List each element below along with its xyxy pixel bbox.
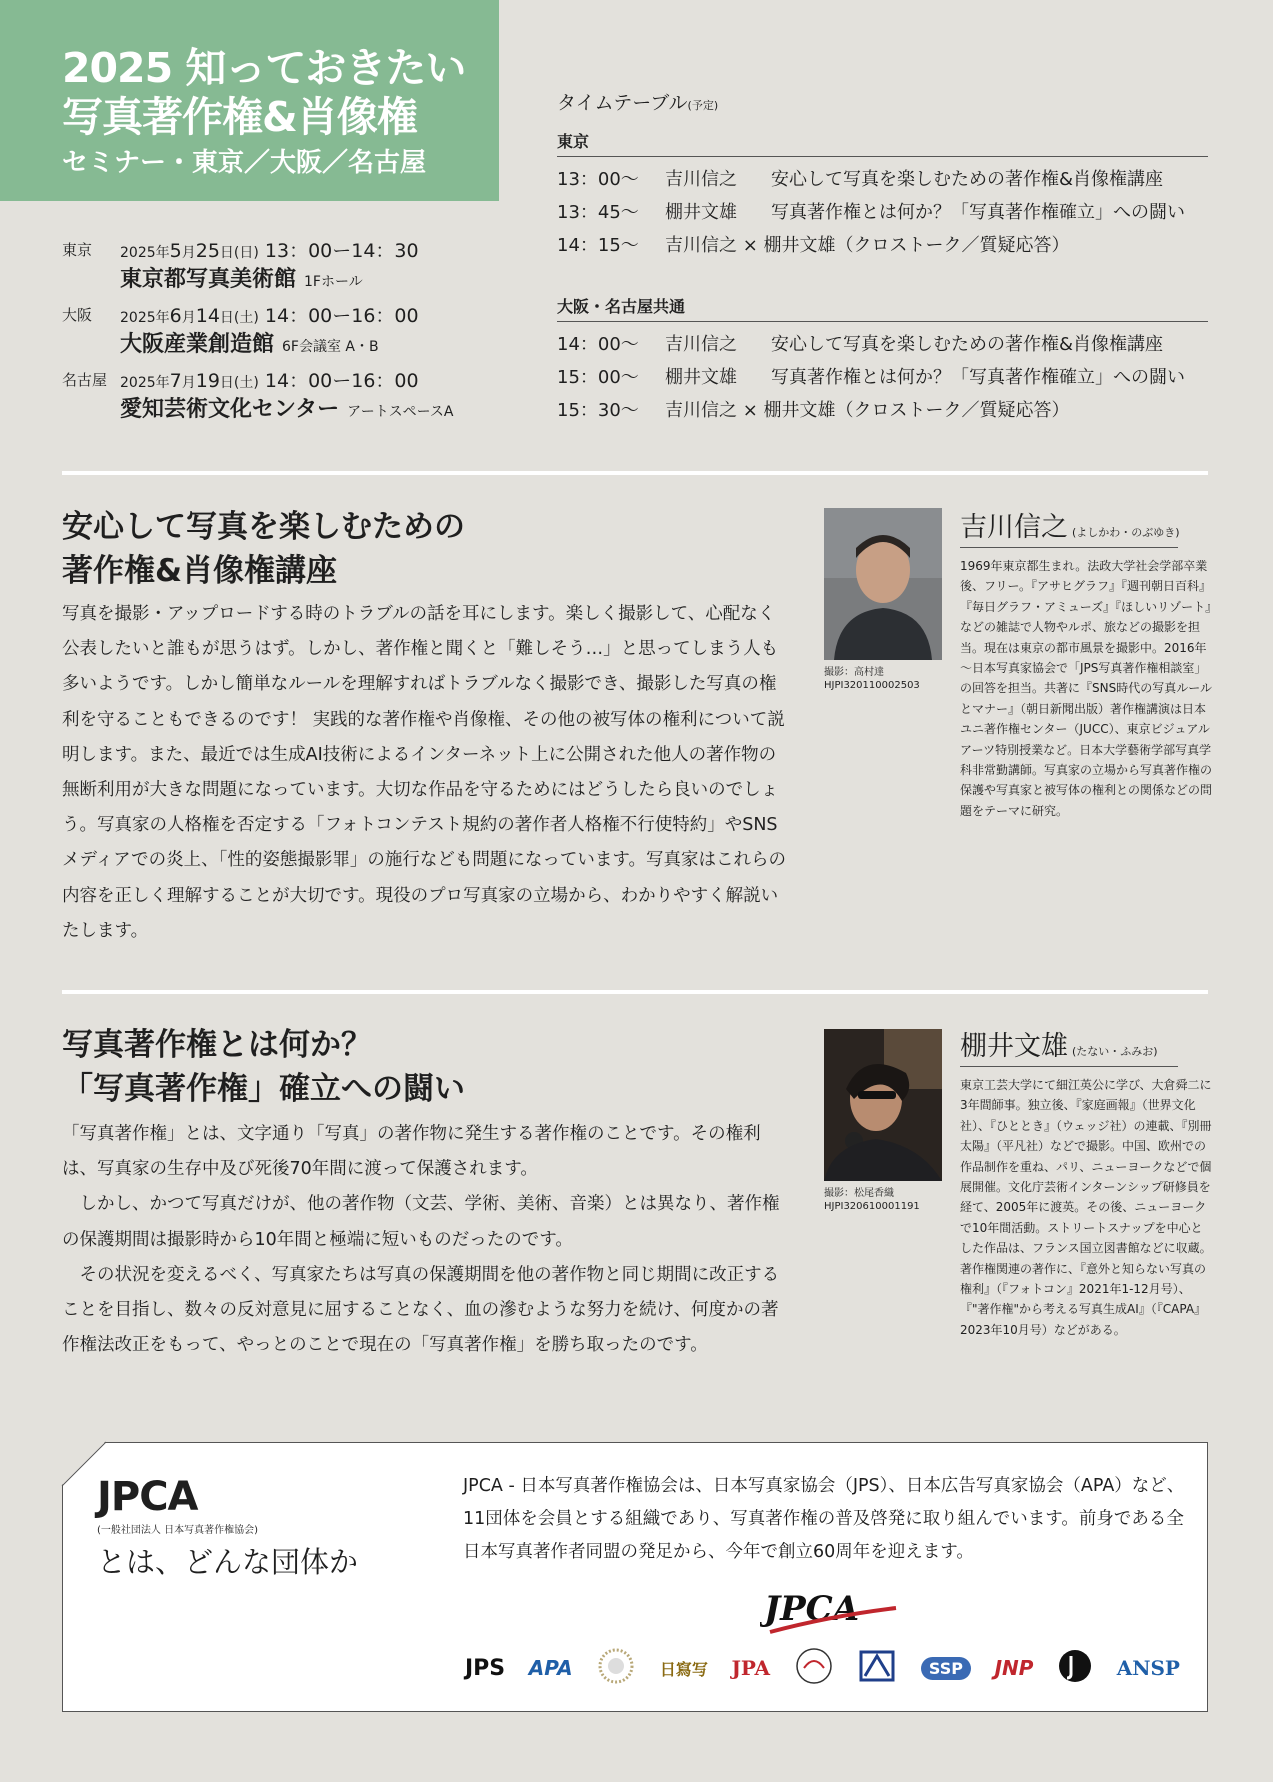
date-year: 2025年	[120, 245, 170, 261]
venue-name: 東京都写真美術館	[120, 267, 297, 292]
schedule-venue	[120, 262, 363, 293]
bio-text: 1969年東京都生まれ。法政大学社会学部卒業後、フリー。『アサヒグラフ』『週刊朝日百科』『毎日グラフ・アミューズ』『ほしいリゾート』などの雑誌で人物やルポ、旅などの撮影を担当。現在は東京の都市風景を撮影中。2016年～日本写真家協会で「JPS写真著作権相談室」の回答を担当。共著に『SNS時代の写真ルールとマナー』（朝日新聞出版）著作権講演は日本ユニ著作権センター（JUCC）、東京ビジュアルアーツ特別授業など。日本大学藝術学部写真学科非常勤講師。写真家の立場から写真著作権の保護や写真家と被写体の権利との関係などの問題をテーマに研究。	[960, 559, 1213, 818]
photo-credit-line1: 撮影：松尾香織	[824, 1188, 894, 1199]
section1-title-line2: 著作権&肖像権講座	[62, 553, 338, 589]
schedule-row-osaka	[62, 301, 502, 366]
bio-yoshikawa	[960, 505, 1214, 821]
timetable-note: (予定)	[687, 99, 719, 112]
date-month: 5	[169, 240, 182, 262]
portrait-image	[824, 508, 942, 660]
timetable	[557, 88, 1207, 421]
member-logo-jnp: JNP	[994, 1656, 1034, 1680]
jpca-org-name: (一般社団法人 日本写真著作権協会)	[97, 1525, 258, 1536]
date-time: 13：00ー14：30	[264, 240, 419, 262]
date-weekday: 日(日)	[219, 245, 259, 261]
svg-text:JPCA: JPCA	[764, 1589, 860, 1629]
date-month-unit: 月	[181, 375, 196, 391]
jpca-name: JPCA	[97, 1474, 198, 1520]
event-schedule	[62, 236, 502, 431]
member-logo-circle	[794, 1646, 834, 1691]
venue-name: 愛知芸術文化センター	[120, 397, 340, 422]
member-logo-apa: APA	[528, 1656, 573, 1680]
member-logos	[465, 1648, 1180, 1688]
member-logo-jpa: JPA	[731, 1656, 771, 1680]
schedule-venue	[120, 327, 379, 358]
member-logo-black-circle	[1057, 1648, 1093, 1689]
timetable-time: 15：30～	[557, 400, 639, 421]
member-logo-emblem	[596, 1646, 636, 1691]
schedule-city: 東京	[62, 241, 93, 259]
timetable-speaker: 棚井文雄	[665, 367, 737, 388]
timetable-title-text: タイムテーブル	[557, 92, 688, 114]
date-day: 19	[195, 370, 220, 392]
timetable-section-tokyo: 東京	[557, 129, 1208, 157]
photo-credit	[824, 666, 920, 692]
timetable-row	[557, 157, 1207, 190]
timetable-time: 13：00～	[557, 169, 639, 190]
jpca-logo-mark	[760, 1580, 900, 1640]
timetable-row	[557, 355, 1207, 388]
title-text-1: 知っておきたい	[185, 44, 466, 92]
timetable-row	[557, 322, 1207, 355]
section1-title-line1: 安心して写真を楽しむための	[62, 509, 465, 545]
circle-logo-icon	[794, 1646, 834, 1686]
schedule-date	[120, 236, 419, 263]
schedule-date	[120, 301, 419, 328]
timetable-time: 13：45～	[557, 202, 639, 223]
member-logo-jps: JPS	[465, 1655, 506, 1681]
timetable-time: 15：00～	[557, 367, 639, 388]
jpca-question: とは、どんな団体か	[97, 1545, 359, 1579]
schedule-city: 大阪	[62, 306, 93, 324]
date-year: 2025年	[120, 310, 170, 326]
photo-credit	[824, 1187, 920, 1213]
bio-tanai	[960, 1024, 1214, 1340]
section2-paragraph-2: しかし、かつて写真だけが、他の著作物（文芸、学術、美術、音楽）とは異なり、著作権の保護期間は撮影時から10年間と極端に短いものだったのです。	[62, 1194, 780, 1250]
schedule-city: 名古屋	[62, 371, 108, 389]
timetable-row	[557, 190, 1207, 223]
timetable-row	[557, 388, 1207, 421]
timetable-topic: 安心して写真を楽しむための著作権&肖像権講座	[771, 169, 1164, 190]
bio-text: 東京工芸大学にて細江英公に学び、大倉舜二に3年間師事。独立後、『家庭画報』（世界文化社）、『ひととき』（ウェッジ社）の連載、『別冊太陽』（平凡社）などで撮影。中国、欧州での作品制作を重ね、パリ、ニューヨークなどで個展開催。文化庁芸術インターンシップ研修員を経て、2005年に渡英。その後、ニューヨークで10年間活動。ストリートスナップを中心とした作品は、フランス国立図書館などに収蔵。著作権関連の著作に、『意外と知らない写真の権利』（『フォトコン』2021年1-12月号）、『"著作権"から考える写真生成AI』（『CAPA』2023年10月号）などがある。	[960, 1078, 1212, 1337]
venue-room: 6F会議室 A・B	[282, 339, 379, 355]
date-day: 25	[195, 240, 220, 262]
ajps-logo-icon	[857, 1646, 897, 1686]
title-year: 2025	[62, 44, 173, 92]
bio-name-kana: (よしかわ・のぶゆき)	[1072, 526, 1180, 539]
timetable-topic: 写真著作権とは何か？「写真著作権確立」への闘い	[771, 367, 1185, 388]
title-banner	[0, 0, 499, 201]
date-time: 14：00ー16：00	[264, 370, 419, 392]
schedule-venue	[120, 392, 453, 423]
section1-title	[62, 505, 465, 593]
date-time: 14：00ー16：00	[264, 305, 419, 327]
speaker-photo-yoshikawa	[824, 508, 942, 660]
member-logo-ajps	[857, 1646, 897, 1691]
jpca-logo	[760, 1580, 900, 1644]
bio-name	[960, 505, 1178, 548]
member-logo-ssp: SSP	[921, 1657, 971, 1680]
timetable-speaker: 吉川信之 × 棚井文雄（クロストーク／質疑応答）	[665, 400, 1070, 421]
timetable-row	[557, 223, 1207, 256]
bio-name-kana: (たない・ふみお)	[1072, 1045, 1158, 1058]
member-logo-nissha: 日寫写	[659, 1659, 708, 1679]
venue-name: 大阪産業創造館	[120, 332, 275, 357]
section2-title-line2: 「写真著作権」確立への闘い	[62, 1071, 465, 1107]
timetable-speaker: 吉川信之 × 棚井文雄（クロストーク／質疑応答）	[665, 235, 1070, 256]
timetable-section-osaka-nagoya: 大阪・名古屋共通	[557, 294, 1208, 322]
date-day: 14	[195, 305, 220, 327]
timetable-topic: 安心して写真を楽しむための著作権&肖像権講座	[771, 334, 1164, 355]
date-month: 7	[169, 370, 182, 392]
venue-room: アートスペースA	[347, 404, 454, 420]
emblem-icon	[596, 1646, 636, 1686]
section2-paragraph-3: その状況を変えるべく、写真家たちは写真の保護期間を他の著作物と同じ期間に改正することを目指し、数々の反対意見に屈することなく、血の滲むような努力を続け、何度かの著作権法改正をもって、やっとのことで現在の「写真著作権」を勝ち取ったのです。	[62, 1264, 780, 1356]
member-logo-ansp: ANSP	[1116, 1656, 1180, 1680]
timetable-speaker: 棚井文雄	[665, 202, 737, 223]
date-year: 2025年	[120, 375, 170, 391]
date-month-unit: 月	[181, 310, 196, 326]
schedule-row-tokyo	[62, 236, 502, 301]
timetable-time: 14：15～	[557, 235, 639, 256]
timetable-topic: 写真著作権とは何か？「写真著作権確立」への闘い	[771, 202, 1185, 223]
title-line-3: セミナー・東京／大阪／名古屋	[62, 148, 427, 178]
date-month-unit: 月	[181, 245, 196, 261]
section2-title	[62, 1023, 465, 1111]
schedule-row-nagoya	[62, 366, 502, 431]
timetable-title	[557, 88, 1207, 115]
section2-title-line1: 写真著作権とは何か？	[62, 1027, 372, 1063]
black-circle-logo-icon	[1057, 1648, 1093, 1684]
bio-name	[960, 1024, 1178, 1067]
photo-credit-line2: HJPI320110002503	[824, 680, 920, 691]
schedule-date	[120, 366, 419, 393]
timetable-time: 14：00～	[557, 334, 639, 355]
title-line-1	[62, 44, 499, 92]
title-line-2: 写真著作権&肖像権	[62, 93, 417, 141]
section1-paragraph: 写真を撮影・アップロードする時のトラブルの話を耳にします。楽しく撮影して、心配なく公表したいと誰もが思うはず。しかし、著作権と聞くと「難しそう…」と思ってしまう人も多いようです。しかし簡単なルールを理解すればトラブルなく撮影でき、撮影した写真の権利を守ることもできるのです！ 実践的な著作権や肖像権、その他の被写体の権利について説明します。また、最近では生成AI技術によるインターネット上に公開された他人の著作物の無断利用が大きな問題になっています。大切な作品を守るためにはどうしたら良いのでしょう。写真家の人格権を否定する「フォトコンテスト規約の著作者人格権不行使特約」やSNSメディアでの炎上、「性的姿態撮影罪」の施行なども問題になっています。写真家はこれらの内容を正しく理解することが大切です。現役のプロ写真家の立場から、わかりやすく解説いたします。	[62, 604, 786, 941]
date-weekday: 日(土)	[219, 375, 259, 391]
portrait-image	[824, 1029, 942, 1181]
section1-body	[62, 597, 786, 949]
bio-name-text: 吉川信之	[960, 512, 1068, 543]
section2-body	[62, 1117, 792, 1363]
speaker-photo-tanai	[824, 1029, 942, 1181]
photo-credit-line1: 撮影：高村達	[824, 667, 884, 678]
section-divider	[62, 990, 1208, 994]
date-weekday: 日(土)	[219, 310, 259, 326]
timetable-speaker: 吉川信之	[665, 169, 737, 190]
venue-room: 1Fホール	[304, 274, 363, 290]
section-divider	[62, 471, 1208, 475]
photo-credit-line2: HJPI320610001191	[824, 1201, 920, 1212]
date-month: 6	[169, 305, 182, 327]
section2-paragraph-1: 「写真著作権」とは、文字通り「写真」の著作物に発生する著作権のことです。その権利は、写真家の生存中及び死後70年間に渡って保護されます。	[62, 1124, 761, 1180]
jpca-description: JPCA - 日本写真著作権協会は、日本写真家協会（JPS）、日本広告写真家協会（APA）など、11団体を会員とする組織であり、写真著作権の普及啓発に取り組んでいます。前身である全日本写真著作者同盟の発足から、今年で創立60周年を迎えます。	[463, 1476, 1185, 1562]
bio-name-text: 棚井文雄	[960, 1031, 1068, 1062]
timetable-speaker: 吉川信之	[665, 334, 737, 355]
